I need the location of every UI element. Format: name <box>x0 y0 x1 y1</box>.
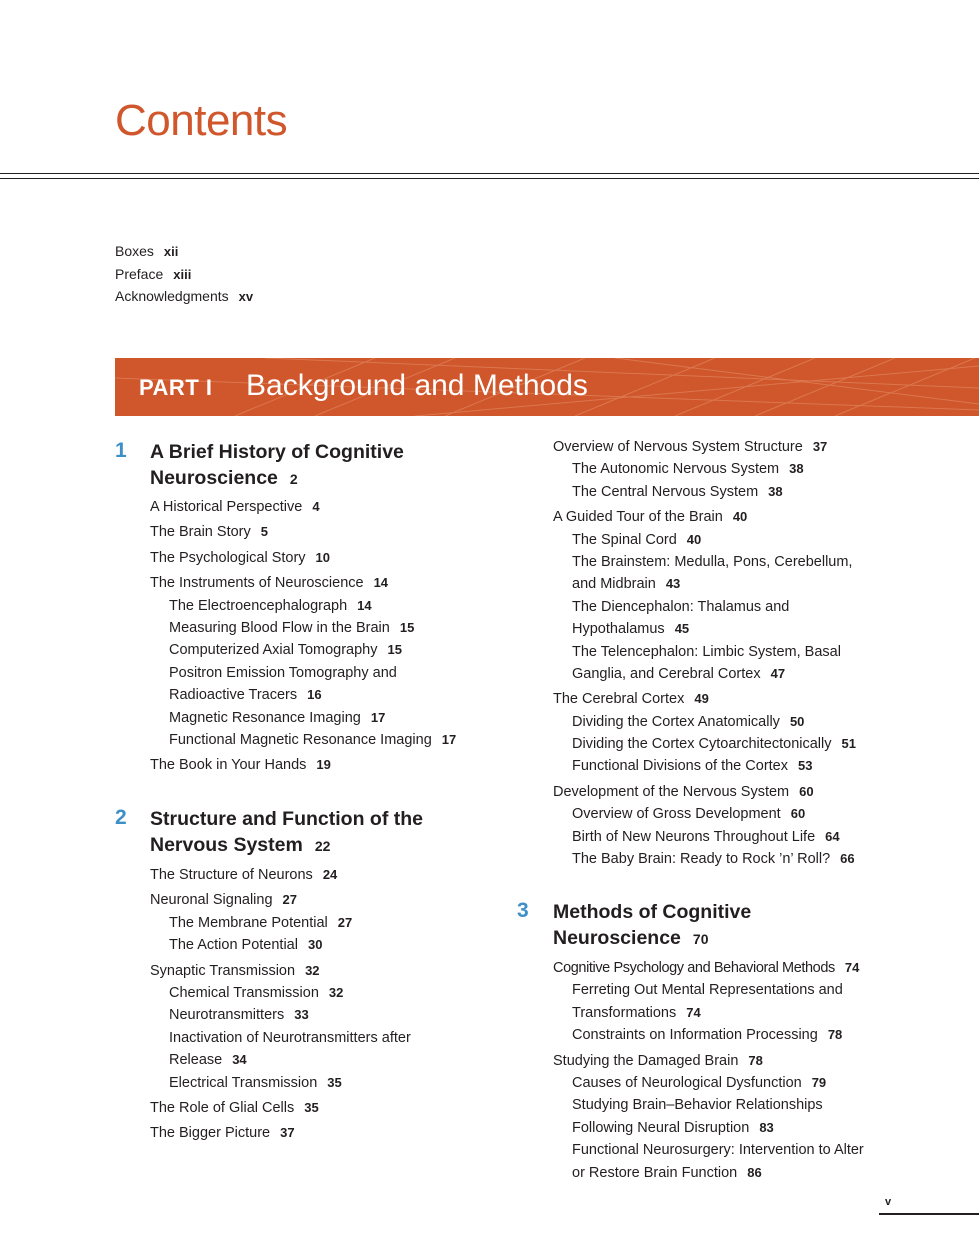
page-number: 10 <box>315 549 331 565</box>
toc-entry[interactable] <box>553 711 856 733</box>
chapter-number: 3 <box>517 899 529 922</box>
page-number: 74 <box>844 960 860 975</box>
toc-entry-text: Overview of Gross Development <box>572 806 781 823</box>
toc-entry[interactable] <box>150 912 411 934</box>
front-matter-label: Preface <box>115 265 164 282</box>
page-number: 78 <box>748 1052 763 1068</box>
toc-entry-text: Inactivation of Neurotransmitters after <box>169 1029 411 1046</box>
toc-entry-text: The Cerebral Cortex <box>553 691 685 708</box>
page-number: xii <box>163 244 179 259</box>
page-number: 27 <box>337 914 353 930</box>
toc-entry-continued[interactable] <box>553 1162 864 1184</box>
toc-entry-text: The Central Nervous System <box>572 483 759 500</box>
page-number: 40 <box>732 509 748 525</box>
toc-entry[interactable] <box>150 1097 411 1119</box>
toc-entry[interactable] <box>553 1139 864 1161</box>
front-matter-list <box>115 240 253 308</box>
toc-entry-text: Synaptic Transmission <box>150 962 296 979</box>
page-number: 51 <box>841 736 856 752</box>
toc-entry[interactable] <box>150 982 411 1004</box>
page-number: 40 <box>686 531 702 547</box>
toc-entry[interactable] <box>553 596 856 618</box>
toc-entry[interactable] <box>553 1050 864 1072</box>
toc-entry[interactable] <box>553 803 856 825</box>
page-number: 15 <box>399 619 415 635</box>
page-number: 2 <box>289 471 298 487</box>
toc-entry-text: The Electroencephalograph <box>169 597 348 614</box>
toc-entry-text: A Guided Tour of the Brain <box>553 509 723 526</box>
toc-list <box>150 496 456 777</box>
toc-entry-text: Functional Divisions of the Cortex <box>572 758 788 775</box>
page-number: 15 <box>387 642 402 658</box>
toc-entry[interactable] <box>553 848 856 870</box>
toc-entry-continued[interactable] <box>553 1002 864 1024</box>
chapter-title-line: Methods of Cognitive <box>553 901 752 923</box>
toc-entry-text: Causes of Neurological Dysfunction <box>572 1074 802 1091</box>
page-number: 33 <box>294 1007 309 1023</box>
page-number: 19 <box>316 757 331 773</box>
toc-entry[interactable] <box>553 529 856 551</box>
page-number: 38 <box>789 461 804 477</box>
page-number: xv <box>238 289 254 304</box>
page-number: 50 <box>789 713 805 729</box>
toc-list <box>553 957 864 1184</box>
page-number: 14 <box>357 597 372 613</box>
chapter-number: 2 <box>115 806 127 829</box>
page-number: 32 <box>305 962 320 978</box>
page-number: 79 <box>811 1074 827 1090</box>
part-title: Background and Methods <box>246 369 588 402</box>
toc-entry[interactable] <box>150 960 411 982</box>
toc-entry[interactable] <box>150 1004 411 1026</box>
toc-entry-text: Studying Brain–Behavior Relationships <box>572 1097 823 1114</box>
front-matter-item[interactable] <box>115 263 253 286</box>
toc-entry-text: The Baby Brain: Ready to Rock ’n’ Roll? <box>572 851 831 868</box>
page-number: 45 <box>674 621 690 637</box>
toc-entry-text: Hypothalamus <box>572 621 665 638</box>
page-number: 22 <box>314 838 331 854</box>
toc-entry-text: Constraints on Information Processing <box>572 1027 818 1044</box>
toc-entry-text: The Action Potential <box>169 937 298 954</box>
toc-entry[interactable] <box>553 733 856 755</box>
page-number: xiii <box>173 266 192 282</box>
page-number: 64 <box>825 828 840 844</box>
toc-entry-text: Positron Emission Tomography and <box>169 664 397 681</box>
page-number: 14 <box>373 575 389 591</box>
page-number: 37 <box>812 439 828 454</box>
part-label: PART I <box>139 375 213 400</box>
page-number: 74 <box>686 1004 701 1020</box>
toc-entry-continued[interactable] <box>553 663 856 685</box>
toc-entry-text: The Autonomic Nervous System <box>572 461 780 478</box>
toc-entry[interactable] <box>150 934 411 956</box>
chapter-title-line: Structure and Function of the <box>150 808 423 830</box>
toc-entry-text: The Role of Glial Cells <box>150 1099 295 1116</box>
toc-entry-text: Release <box>169 1052 223 1069</box>
page-number: 4 <box>312 499 320 514</box>
page-number: 34 <box>232 1052 247 1068</box>
toc-entry[interactable] <box>553 1094 864 1116</box>
toc-entry-text: The Telencephalon: Limbic System, Basal <box>572 643 841 660</box>
chapter-title[interactable] <box>150 806 423 859</box>
toc-entry-text: Birth of New Neurons Throughout Life <box>572 828 816 845</box>
toc-entry[interactable] <box>150 707 456 729</box>
toc-entry[interactable] <box>553 781 856 803</box>
toc-entry-text: Computerized Axial Tomography <box>169 642 378 659</box>
page-number: 60 <box>799 783 814 799</box>
front-matter-label: Boxes <box>115 243 154 259</box>
toc-entry[interactable] <box>150 864 411 886</box>
toc-entry-text: Radioactive Tracers <box>169 687 298 704</box>
toc-entry[interactable] <box>150 1027 411 1049</box>
toc-entry-text: The Diencephalon: Thalamus and <box>572 598 790 615</box>
toc-entry[interactable] <box>553 1072 864 1094</box>
page-title: Contents <box>115 96 288 145</box>
toc-entry[interactable] <box>150 496 456 518</box>
page-folio: v <box>885 1196 892 1208</box>
toc-entry-text: A Historical Perspective <box>150 499 303 515</box>
toc-entry-text: Electrical Transmission <box>169 1074 318 1091</box>
toc-entry[interactable] <box>150 889 411 911</box>
page-number: 53 <box>798 758 813 774</box>
toc-entry-continued[interactable] <box>150 1049 411 1071</box>
toc-entry[interactable] <box>553 506 856 528</box>
toc-entry-text: Dividing the Cortex Anatomically <box>572 713 780 730</box>
toc-entry[interactable] <box>553 957 864 979</box>
toc-entry[interactable] <box>150 595 456 617</box>
front-matter-label: Acknowledgments <box>115 288 229 304</box>
toc-entry-text: The Book in Your Hands <box>150 757 307 774</box>
page-number: 86 <box>747 1164 762 1180</box>
toc-entry[interactable] <box>553 755 856 777</box>
page-number: 38 <box>768 483 783 499</box>
page-number: 35 <box>304 1099 319 1115</box>
chapter-title-line: Neuroscience <box>553 927 681 949</box>
toc-entry-text: The Bigger Picture <box>150 1125 271 1142</box>
title-rule-bottom <box>0 178 979 179</box>
chapter-title-line: Nervous System <box>150 834 303 856</box>
toc-entry[interactable] <box>150 572 456 594</box>
toc-entry-text: Transformations <box>572 1004 677 1021</box>
chapter-title-line: A Brief History of Cognitive <box>150 441 404 463</box>
toc-entry-text: Functional Magnetic Resonance Imaging <box>169 731 432 748</box>
toc-entry-continued[interactable] <box>553 573 856 595</box>
toc-list <box>150 864 411 1145</box>
toc-entry-text: Ferreting Out Mental Representations and <box>572 982 843 999</box>
chapter-title[interactable] <box>150 439 404 492</box>
chapter-title[interactable] <box>553 899 751 952</box>
toc-entry[interactable] <box>150 547 456 569</box>
page-number: 5 <box>260 524 268 540</box>
page-number: 60 <box>790 806 806 822</box>
page-number: 17 <box>441 731 457 747</box>
page-number: 37 <box>280 1125 295 1141</box>
toc-entry[interactable] <box>150 639 456 661</box>
toc-entry-text: The Structure of Neurons <box>150 867 313 883</box>
toc-entry-text: Development of the Nervous System <box>553 783 790 800</box>
chapter-title-line: Neuroscience <box>150 467 278 489</box>
toc-entry-text: or Restore Brain Function <box>572 1164 738 1181</box>
page-number: 35 <box>327 1074 342 1090</box>
page-number: 16 <box>307 687 322 703</box>
toc-entry-text: Cognitive Psychology and Behavioral Methods <box>553 960 835 976</box>
toc-entry-text: Dividing the Cortex Cytoarchitectonically <box>572 736 832 753</box>
toc-list-continued <box>553 436 856 870</box>
toc-entry-text: Neuronal Signaling <box>150 892 273 909</box>
toc-entry-text: Magnetic Resonance Imaging <box>169 709 361 726</box>
page-number: 47 <box>770 665 786 681</box>
toc-entry-text: Ganglia, and Cerebral Cortex <box>572 665 761 682</box>
toc-entry[interactable] <box>553 1024 864 1046</box>
front-matter-item[interactable] <box>115 240 253 263</box>
page-number: 49 <box>694 691 709 707</box>
toc-entry[interactable] <box>150 1122 411 1144</box>
page-number: 30 <box>307 937 323 953</box>
toc-entry[interactable] <box>553 458 856 480</box>
toc-entry-text: The Instruments of Neuroscience <box>150 575 364 592</box>
toc-entry-text: Following Neural Disruption <box>572 1119 750 1136</box>
toc-entry-text: The Spinal Cord <box>572 531 677 548</box>
toc-entry[interactable] <box>150 1072 411 1094</box>
toc-entry[interactable] <box>553 481 856 503</box>
toc-entry-text: The Brain Story <box>150 524 251 541</box>
toc-entry-text: and Midbrain <box>572 576 656 593</box>
page-number: 24 <box>322 867 338 882</box>
page-number: 66 <box>840 851 855 867</box>
toc-entry-text: Overview of Nervous System Structure <box>553 439 803 455</box>
toc-entry[interactable] <box>150 662 456 684</box>
toc-entry[interactable] <box>553 826 856 848</box>
toc-entry-continued[interactable] <box>150 684 456 706</box>
toc-entry[interactable] <box>150 754 456 776</box>
part-banner <box>115 358 979 416</box>
toc-entry[interactable] <box>150 521 456 543</box>
title-rule-top <box>0 173 979 174</box>
page-number: 43 <box>665 576 681 592</box>
page-number: 32 <box>328 984 344 1000</box>
toc-entry-text: Measuring Blood Flow in the Brain <box>169 619 390 636</box>
toc-entry-text: The Brainstem: Medulla, Pons, Cerebellum, <box>572 553 853 570</box>
toc-entry[interactable] <box>553 551 856 573</box>
toc-entry[interactable] <box>150 729 456 751</box>
toc-entry-text: Functional Neurosurgery: Intervention to Alter <box>572 1142 864 1159</box>
toc-entry[interactable] <box>553 436 856 458</box>
chapter-number: 1 <box>115 439 127 462</box>
toc-entry[interactable] <box>553 641 856 663</box>
front-matter-item[interactable] <box>115 285 253 308</box>
folio-rule <box>879 1213 979 1215</box>
toc-entry[interactable] <box>150 617 456 639</box>
toc-entry-text: The Membrane Potential <box>169 914 328 931</box>
toc-entry-text: Neurotransmitters <box>169 1007 285 1024</box>
toc-entry[interactable] <box>553 688 856 710</box>
page-number: 78 <box>827 1027 843 1043</box>
toc-entry-continued[interactable] <box>553 1117 864 1139</box>
toc-entry-text: Chemical Transmission <box>169 984 319 1001</box>
page-number: 17 <box>370 709 386 725</box>
page-number: 70 <box>692 931 709 947</box>
toc-entry-text: The Psychological Story <box>150 549 306 566</box>
page-number: 27 <box>282 892 297 908</box>
toc-entry-continued[interactable] <box>553 618 856 640</box>
toc-entry-text: Studying the Damaged Brain <box>553 1052 739 1069</box>
toc-entry[interactable] <box>553 979 864 1001</box>
page-number: 83 <box>759 1119 774 1135</box>
